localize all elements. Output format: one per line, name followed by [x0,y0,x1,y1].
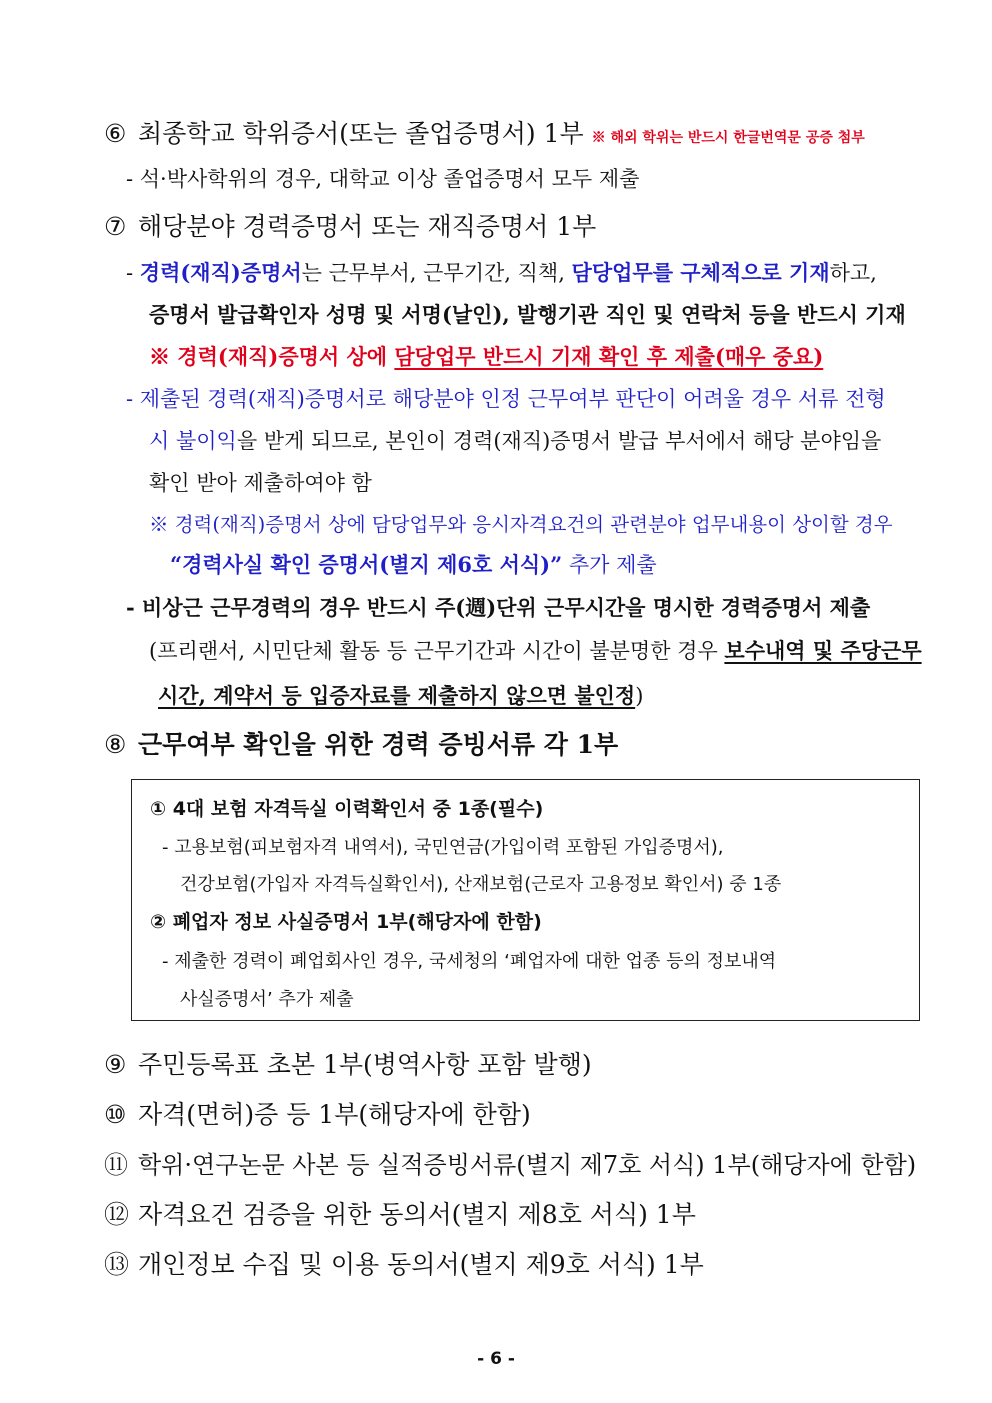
item-7-marker: ⑦ [104,212,127,241]
duty-specify-emphasis: 담당업무를 구체적으로 기재 [571,260,830,285]
item-7-heading [104,207,596,243]
item-9-heading [104,1045,592,1081]
item-7-line-5 [149,425,881,455]
item-6-sub: - 석·박사학위의 경우, 대학교 이상 졸업증명서 모두 제출 [126,167,640,191]
item-7-line-11-underlined: 시간, 계약서 등 입증자료를 제출하지 않으면 불인정 [158,683,636,708]
item-10-marker: ⑩ [104,1100,127,1129]
box-heading-1: ① 4대 보험 자격득실 이력확인서 중 1종(필수) [150,798,544,820]
item-10-text: 자격(면허)증 등 1부(해당자에 한함) [138,1100,531,1129]
item-7-line-10-underlined: 보수내역 및 주당근무 [724,638,922,663]
item-10-heading [104,1095,531,1131]
item-7-line-1-d: 하고, [829,261,877,285]
item-6-text: 최종학교 학위증서(또는 졸업증명서) 1부 [138,119,584,148]
item-7-warning-a: ※ 경력(재직)증명서 상에 [149,344,395,369]
item-7-line-10-a: (프리랜서, 시민단체 활동 등 근무기간과 시간이 불분명한 경우 [149,639,725,663]
item-7-line-4: - 제출된 경력(재직)증명서로 해당분야 인정 근무여부 판단이 어려울 경우 서류 전형 [126,387,886,411]
item-7-line-9: - 비상근 근무경력의 경우 반드시 주(週)단위 근무시간을 명시한 경력증명서 제출 [126,595,871,620]
item-12-marker: ⑫ [104,1200,130,1229]
item-13-text: 개인정보 수집 및 이용 동의서(별지 제9호 서식) 1부 [138,1250,704,1279]
evidence-box [131,779,920,1021]
item-7-line-10 [149,635,922,665]
box-text-4: 사실증명서’ 추가 제출 [180,989,354,1010]
item-7-line-1-b: 는 근무부서, 근무기간, 직책, [301,261,572,285]
item-7-line-2: 증명서 발급확인자 성명 및 서명(날인), 발행기관 직인 및 연락처 등을 반드시 기재 [149,302,906,327]
item-11-text: 학위·연구논문 사본 등 실적증빙서류(별지 제7호 서식) 1부(해당자에 한함) [138,1151,917,1179]
item-7-line-8 [170,549,657,579]
item-11-heading [104,1145,916,1180]
item-7-line-1 [126,257,877,287]
item-7-warning-underlined: 담당업무 반드시 기재 확인 후 제출(매우 중요) [394,344,824,369]
box-text-1: - 고용보험(피보험자격 내역서), 국민연금(가입이력 포함된 가입증명서), [162,837,724,858]
item-7-line-5-a: 시 불이익 [149,429,237,453]
item-7-line-7: ※ 경력(재직)증명서 상에 담당업무와 응시자격요건의 관련분야 업무내용이 상이할 경우 [149,513,893,536]
page-number: - 6 - [477,1349,515,1369]
box-heading-2: ② 폐업자 정보 사실증명서 1부(해당자에 한함) [150,911,542,933]
item-7-line-11 [158,680,643,710]
item-7-warning [149,341,823,371]
item-6-note: ※ 해외 학위는 반드시 한글번역문 공증 첨부 [591,130,865,146]
box-text-3: - 제출한 경력이 폐업회사인 경우, 국세청의 ‘폐업자에 대한 업종 등의 정보내역 [162,951,777,972]
item-11-marker: ⑪ [104,1151,128,1179]
item-7-line-11-b: ) [635,684,644,708]
item-8-marker: ⑧ [104,730,127,759]
item-12-text: 자격요건 검증을 위한 동의서(별지 제8호 서식) 1부 [138,1200,696,1229]
item-7-dash: - [126,261,134,285]
item-8-heading [104,725,618,761]
career-certificate-label: 경력(재직)증명서 [139,260,302,285]
form-6-reference: “경력사실 확인 증명서(별지 제6호 서식)” [170,552,563,577]
item-12-heading [104,1195,696,1231]
item-6-heading [104,114,865,150]
item-7-line-5-b: 을 받게 되므로, 본인이 경력(재직)증명서 발급 부서에서 해당 분야임을 [236,429,882,453]
item-9-text: 주민등록표 초본 1부(병역사항 포함 발행) [138,1050,592,1079]
item-13-marker: ⑬ [104,1250,130,1279]
item-7-line-6: 확인 받아 제출하여야 함 [149,471,372,495]
item-9-marker: ⑨ [104,1050,127,1079]
item-7-text: 해당분야 경력증명서 또는 재직증명서 1부 [138,212,597,241]
item-8-text: 근무여부 확인을 위한 경력 증빙서류 각 1부 [138,730,619,759]
box-text-2: 건강보험(가입자 자격득실확인서), 산재보험(근로자 고용정보 확인서) 중 1종 [180,874,782,895]
item-7-line-8-b: 추가 제출 [562,553,657,577]
item-13-heading [104,1245,704,1281]
item-6-marker: ⑥ [104,119,127,148]
